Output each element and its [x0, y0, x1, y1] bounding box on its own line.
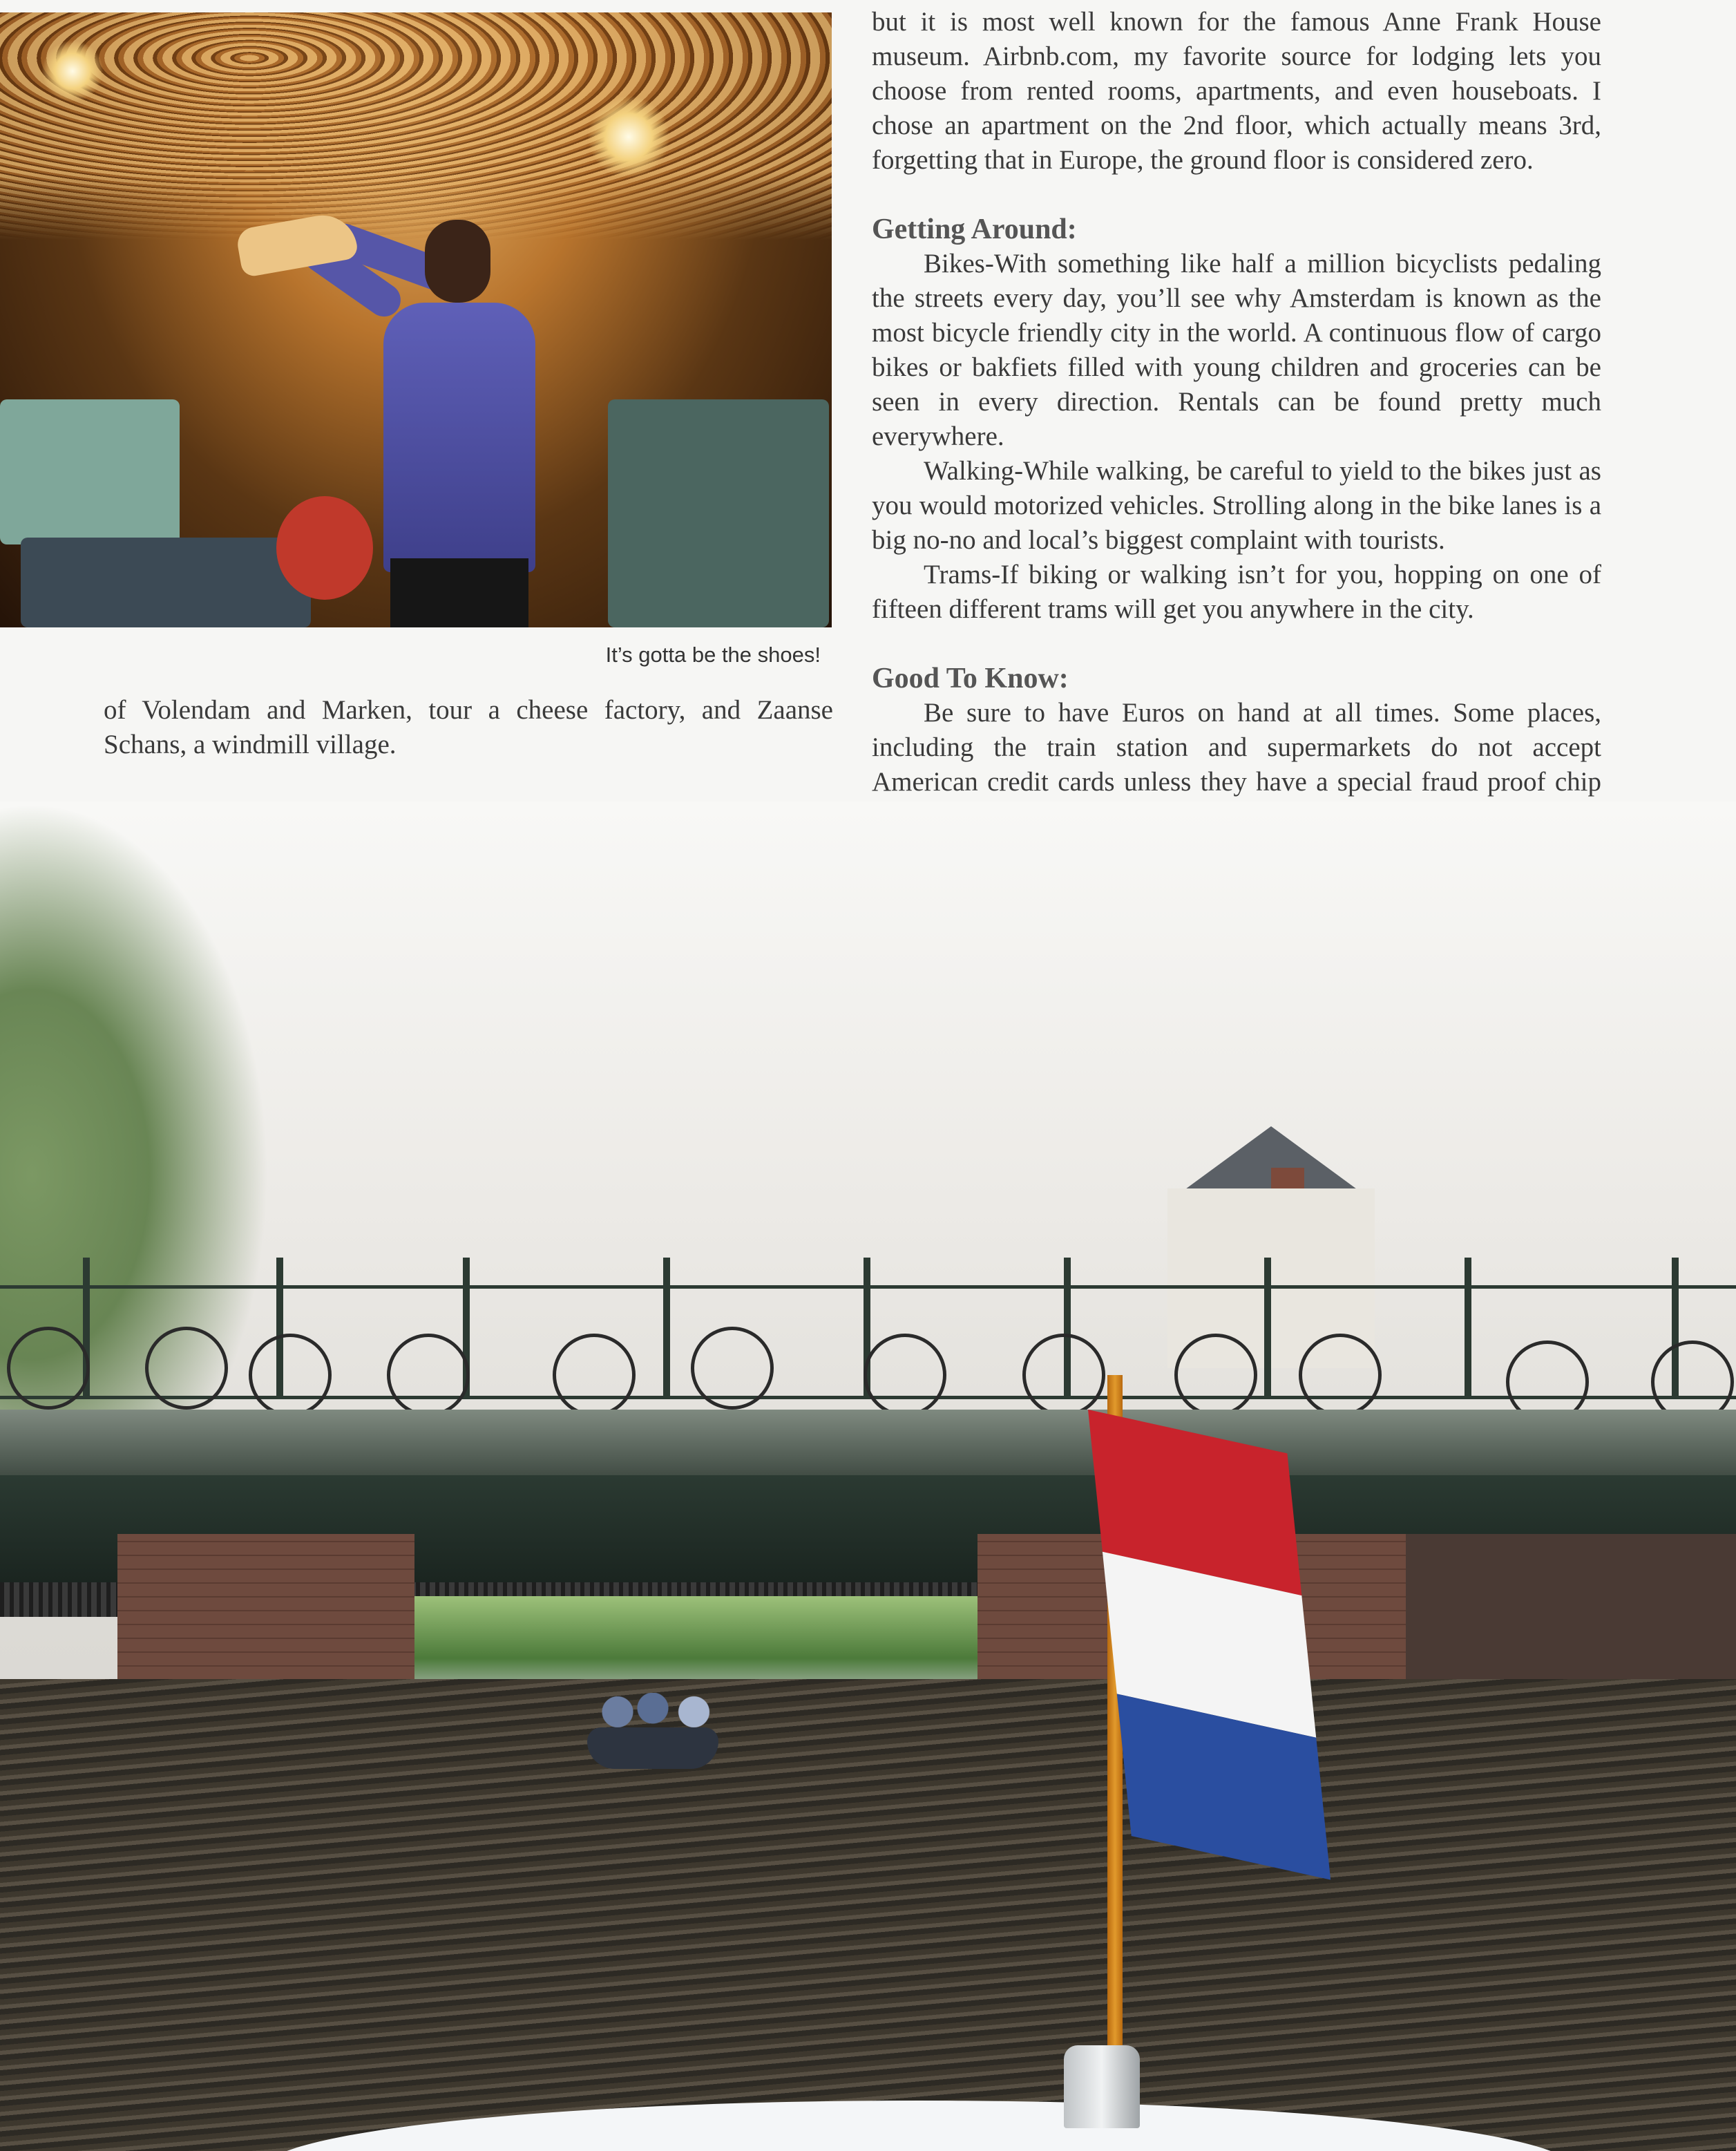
bicycle-wheel	[864, 1334, 946, 1416]
bridge-deck	[0, 1410, 1736, 1479]
bridge-pier	[1406, 1534, 1736, 1686]
boat-passengers	[594, 1693, 712, 1731]
paragraph-euros: Be sure to have Euros on hand at all times. Some places, including the train station and supermarkets do not accept American credit cards unless they have a special fraud proof chip	[872, 698, 1601, 797]
canal-bridge-photo	[0, 802, 1736, 2151]
bicycle-wheel	[1022, 1334, 1105, 1416]
section-heading-good-to-know: Good To Know:	[872, 663, 1069, 694]
paragraph-walking: Walking-While walking, be careful to yield to the bikes just as you would motorized vehicles. Strolling along in the bike lanes is a big no-no and local’s biggest complaint with tourists.	[872, 456, 1601, 555]
bicycle-wheel	[249, 1334, 332, 1416]
workshop-wheel	[276, 496, 373, 600]
railing-post	[663, 1258, 670, 1396]
paragraph: but it is most well known for the famous Anne Frank House museum. Airbnb.com, my favorite source for lodging lets you choose from rented rooms, apartments, and even houseboats. I chose an apartment on the 2nd floor, which actually means 3rd, forgetting that in Europe, the ground floor is considered zero.	[872, 7, 1601, 175]
workshop-machine	[21, 538, 311, 627]
paragraph-bikes: Bikes-With something like half a million bicyclists pedaling the streets every day, you’ll see why Amsterdam is known as the most bicycle friendly city in the world. A continuous flow of cargo bikes or bakfiets filled with young children and groceries can be seen in every direction. Rentals can be found pretty much everywhere.	[872, 249, 1601, 451]
bicycle-wheel	[1299, 1334, 1382, 1416]
paragraph-trams: Trams-If biking or walking isn’t for you, hopping on one of fifteen different trams will get you anywhere in the city.	[872, 560, 1601, 624]
workshop-lamp	[41, 40, 104, 102]
railing-post	[1465, 1258, 1471, 1396]
bicycle-wheel	[145, 1327, 228, 1410]
workshop-machine	[608, 399, 829, 627]
person-trousers	[390, 558, 528, 627]
flag-mount	[1064, 2045, 1140, 2128]
workshop-lamp	[587, 95, 670, 178]
workshop-machine	[0, 399, 180, 544]
photo-caption: It’s gotta be the shoes!	[605, 643, 821, 667]
canal-water	[0, 1679, 1736, 2151]
section-heading-getting-around: Getting Around:	[872, 214, 1077, 245]
hanging-clogs	[0, 12, 832, 240]
bicycle-wheel	[553, 1334, 636, 1416]
bicycle-wheel	[691, 1327, 774, 1410]
railing-post	[1264, 1258, 1271, 1396]
person-head	[425, 220, 490, 303]
bicycle-wheel	[7, 1327, 90, 1410]
bicycle-wheel	[1174, 1334, 1257, 1416]
person-shirt	[383, 303, 535, 572]
canal-boat	[587, 1727, 718, 1769]
right-text-column	[872, 5, 1601, 938]
paragraph: of Volendam and Marken, tour a cheese factory, and Zaanse Schans, a windmill village.	[104, 695, 833, 759]
clog-workshop-photo	[0, 12, 832, 627]
bicycle-wheel	[387, 1334, 470, 1416]
